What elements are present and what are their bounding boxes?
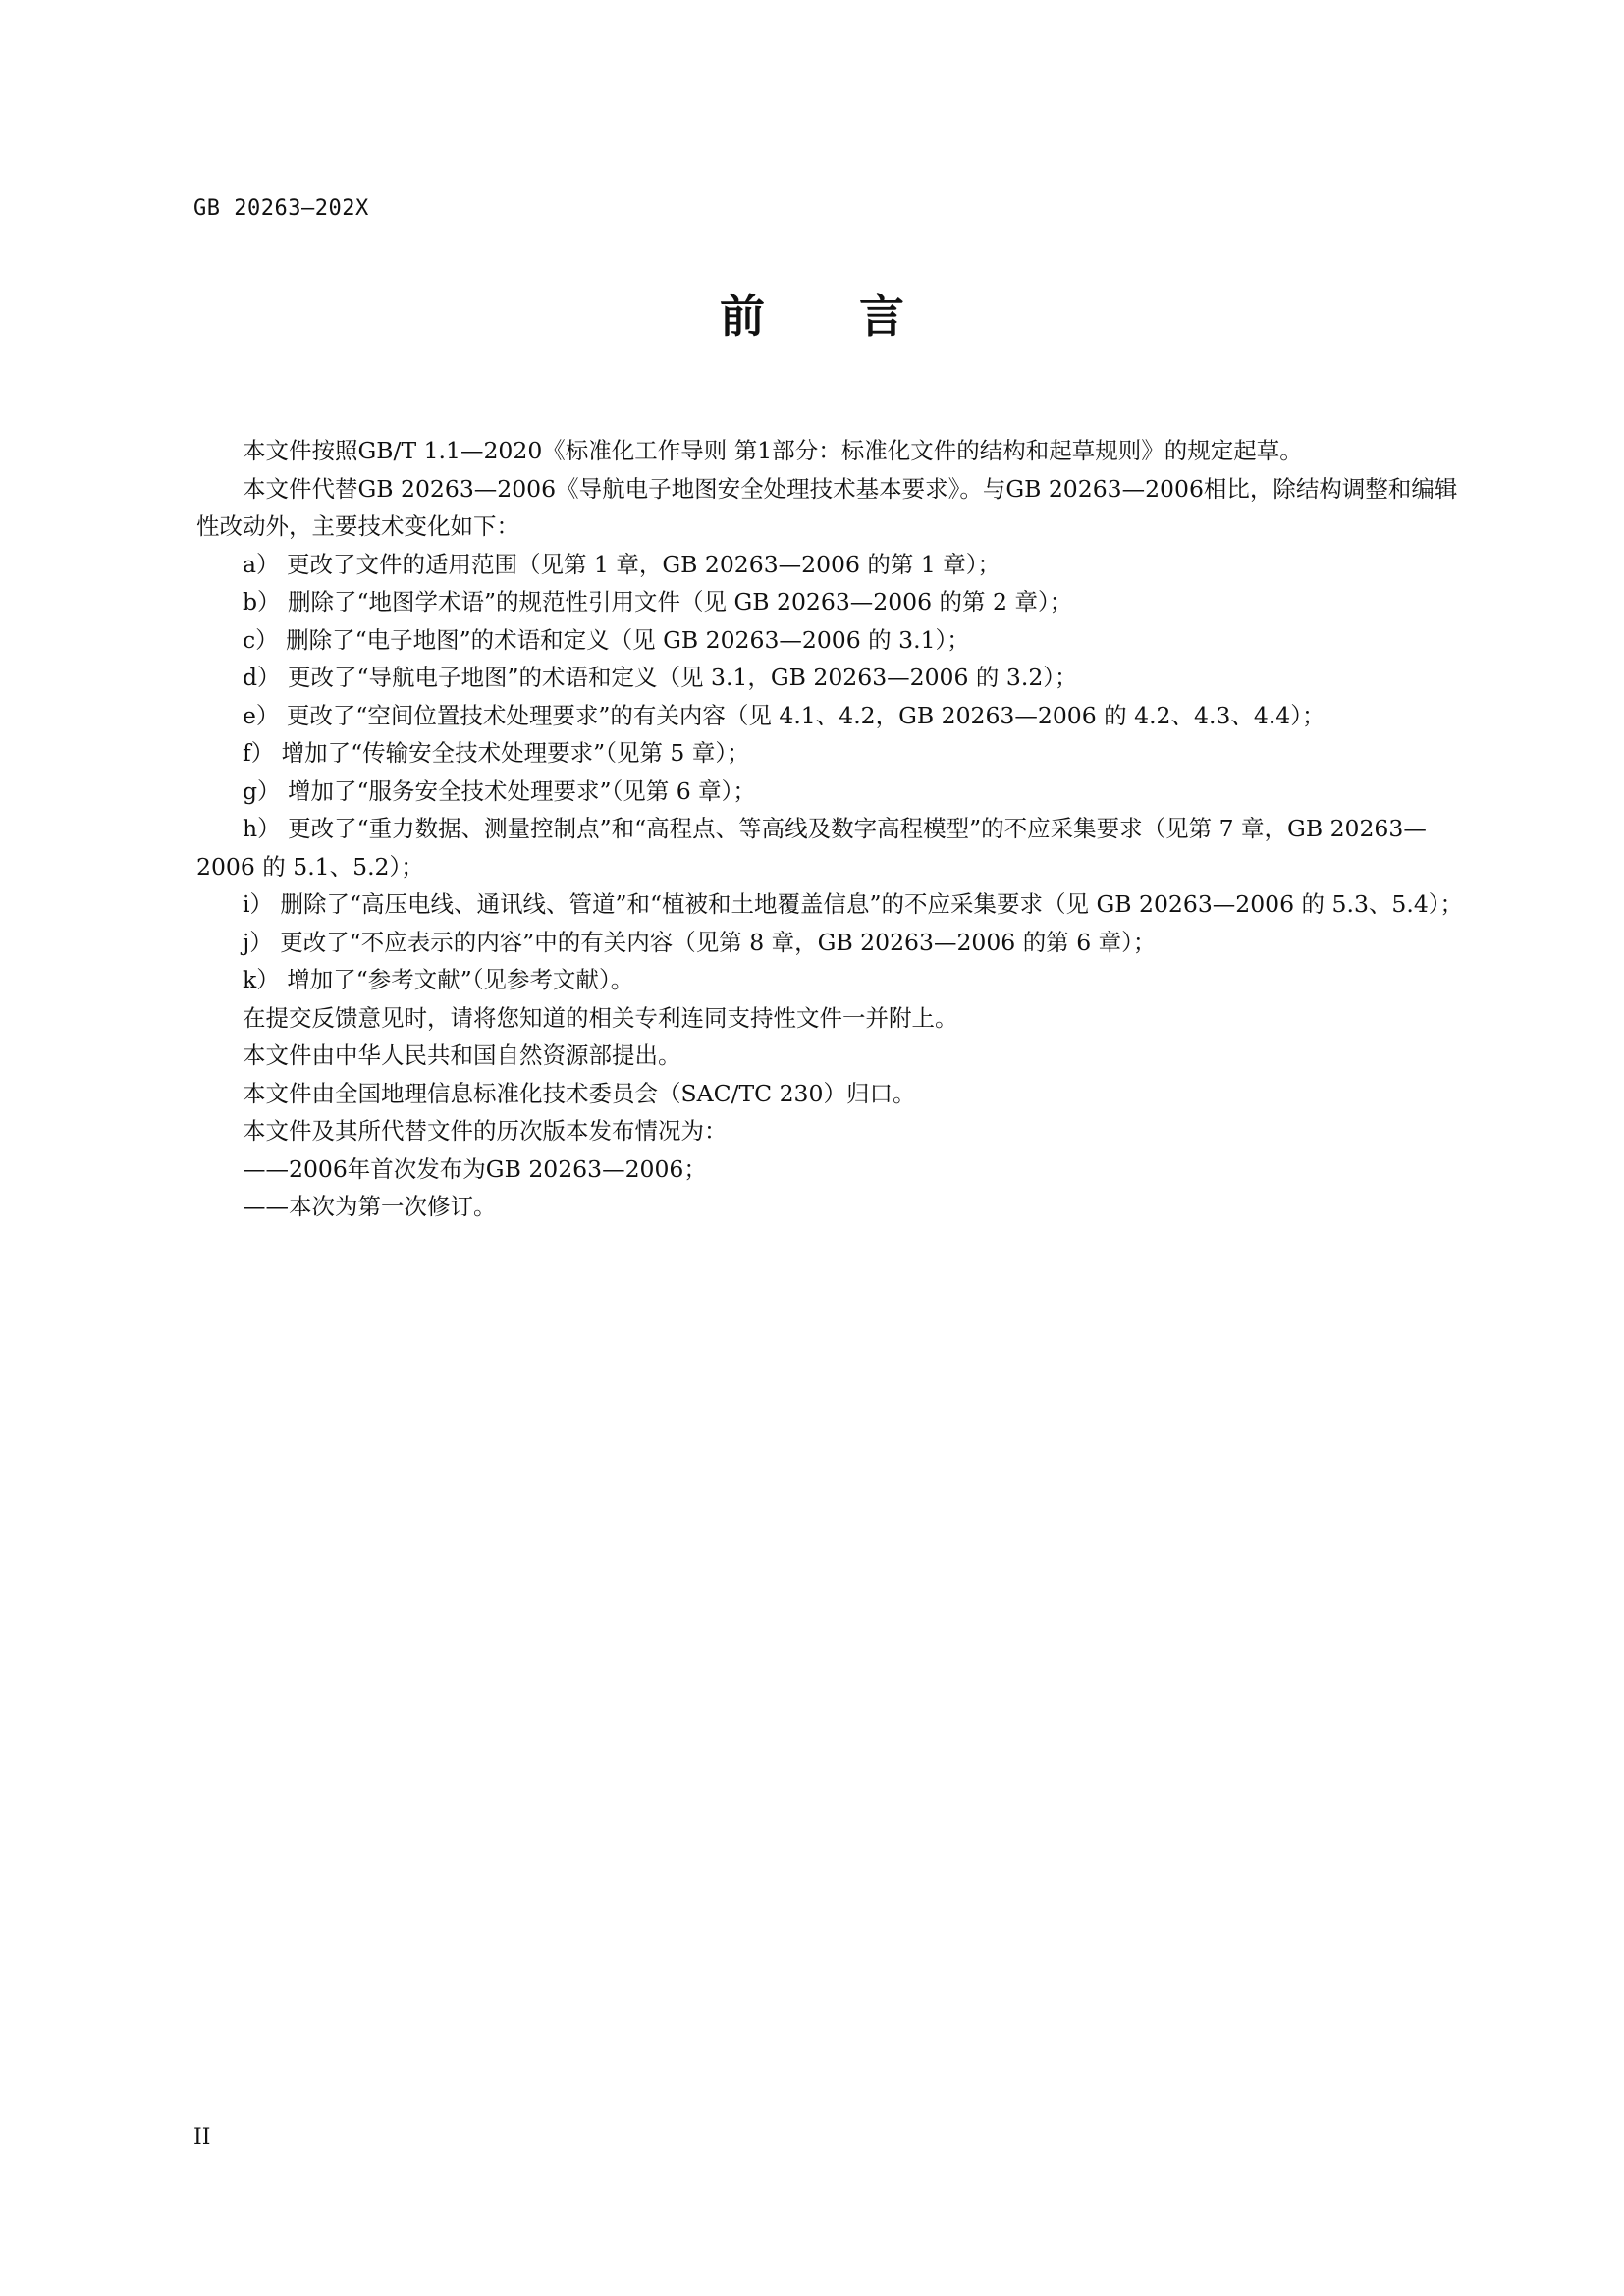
paragraph-drafting-rules: 本文件按照GB/T 1.1—2020《标准化工作导则 第1部分：标准化文件的结构和起草规则》的规定起草。 bbox=[243, 437, 1303, 464]
document-code: GB 20263—202X bbox=[193, 196, 369, 221]
note-version-history: 本文件及其所代替文件的历次版本发布情况为： bbox=[243, 1117, 728, 1145]
change-item-a: a） 更改了文件的适用范围（见第 1 章，GB 20263—2006 的第 1 章）； bbox=[243, 550, 1001, 578]
change-item-e: e） 更改了“空间位置技术处理要求”的有关内容（见 4.1、4.2，GB 20263—2006 的 4.2、4.3、4.4）； bbox=[243, 701, 1326, 729]
change-item-f: f） 增加了“传输安全技术处理要求”（见第 5 章）； bbox=[243, 739, 750, 767]
change-item-k: k） 增加了“参考文献”（见参考文献）。 bbox=[243, 966, 634, 993]
note-proposed-by: 本文件由中华人民共和国自然资源部提出。 bbox=[243, 1041, 681, 1069]
change-item-b: b） 删除了“地图学术语”的规范性引用文件（见 GB 20263—2006 的第 2 章）； bbox=[243, 588, 1073, 615]
page-title bbox=[0, 281, 1624, 346]
change-item-c: c） 删除了“电子地图”的术语和定义（见 GB 20263—2006 的 3.1）； bbox=[243, 625, 970, 654]
note-history-current: ——本次为第一次修订。 bbox=[243, 1193, 497, 1220]
title-char-2: 言 bbox=[859, 290, 904, 343]
paragraph-replacement: 本文件代替GB 20263—2006《导航电子地图安全处理技术基本要求》。与GB 20263—2006相比，除结构调整和编辑性改动外，主要技术变化如下： bbox=[196, 474, 1458, 540]
change-item-i: i） 删除了“高压电线、通讯线、管道”和“植被和土地覆盖信息”的不应采集要求（见 GB 20263—2006 的 5.3、5.4）； bbox=[243, 890, 1464, 918]
note-history-2006: ——2006年首次发布为GB 20263—2006； bbox=[243, 1154, 707, 1183]
change-item-d: d） 更改了“导航电子地图”的术语和定义（见 3.1，GB 20263—2006 的 3.2）； bbox=[243, 664, 1078, 691]
note-committee: 本文件由全国地理信息标准化技术委员会（SAC/TC 230）归口。 bbox=[243, 1079, 916, 1107]
change-item-j: j） 更改了“不应表示的内容”中的有关内容（见第 8 章，GB 20263—2006 的第 6 章）； bbox=[243, 928, 1157, 956]
foreword-body bbox=[196, 432, 1473, 1226]
change-item-h: h） 更改了“重力数据、测量控制点”和“高程点、等高线及数字高程模型”的不应采集要求（见第 7 章，GB 20263—2006 的 5.1、5.2）； bbox=[196, 815, 1427, 881]
note-patent-feedback: 在提交反馈意见时，请将您知道的相关专利连同支持性文件一并附上。 bbox=[243, 1003, 958, 1032]
change-item-g: g） 增加了“服务安全技术处理要求”（见第 6 章）； bbox=[243, 776, 756, 805]
page-number: II bbox=[193, 2125, 211, 2150]
title-char-1: 前 bbox=[720, 290, 765, 343]
